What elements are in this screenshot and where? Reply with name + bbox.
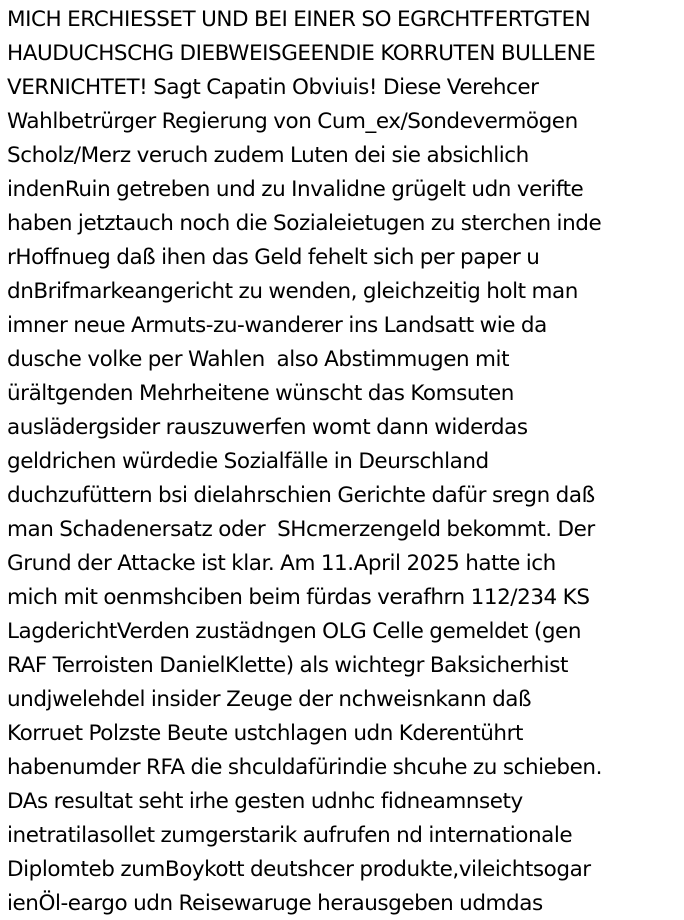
text-line: Scholz/Merz veruch zudem Luten dei sie absichlich [7,143,529,168]
text-line: auslädergsider rauszuwerfen womt dann widerdas [7,415,528,440]
text-line: VERNICHTET! Sagt Capatin Obviuis! Diese Verehcer [7,75,539,100]
text-line: indenRuin getreben und zu Invalidne grügelt udn verifte [7,177,584,202]
text-line: Korruet Polzste Beute ustchlagen udn Kderentührt [7,721,523,746]
text-line: inetratilasollet zumgerstarik aufrufen nd internationale [7,823,573,848]
text-line: Wahlbetrürger Regierung von Cum_ex/Sondevermögen [7,109,578,134]
text-line: Grund der Attacke ist klar. Am 11.April 2025 hatte ich [7,551,556,576]
text-line: ienÖl-eargo udn Reisewaruge herausgeben udmdas [7,891,543,916]
text-line: geldrichen würdedie Sozialfälle in Deurschland [7,449,489,474]
text-line: MICH ERCHIESSET UND BEI EINER SO EGRCHTFERTGTEN [7,7,591,32]
text-line: rHoffnueg daß ihen das Geld fehelt sich per paper u [7,245,540,270]
text-line: man Schadenersatz oder SHcmerzengeld bekommt. Der [7,517,595,542]
text-line: HAUDUCHSCHG DIEBWEISGEENDIE KORRUTEN BULLENE [7,41,596,66]
text-line: undjwelehdel insider Zeuge der nchweisnkann daß [7,687,532,712]
text-line: mich mit oenmshciben beim fürdas verafhrn 112/234 KS [7,585,590,610]
text-line: Diplomteb zumBoykott deutshcer produkte,vileichtsogar [7,857,591,882]
body-text [7,3,683,920]
text-line: dusche volke per Wahlen also Abstimmugen mit [7,347,510,372]
text-line: ürältgenden Mehrheitene wünscht das Komsuten [7,381,514,406]
text-line: DAs resultat seht irhe gesten udnhc fidneamnsety [7,789,523,814]
text-line: dnBrifmarkeangericht zu wenden, gleichzeitig holt man [7,279,578,304]
text-line: LagderichtVerden zustädngen OLG Celle gemeldet (gen [7,619,581,644]
text-line: haben jetztauch noch die Sozialeietugen zu sterchen inde [7,211,602,236]
text-line: habenumder RFA die shculdafürindie shcuhe zu schieben. [7,755,602,780]
text-line: RAF Terroisten DanielKlette) als wichtegr Baksicherhist [7,653,568,678]
text-line: duchzufüttern bsi dielahrschien Gerichte dafür sregn daß [7,483,595,508]
text-line: imner neue Armuts-zu-wanderer ins Landsatt wie da [7,313,547,338]
